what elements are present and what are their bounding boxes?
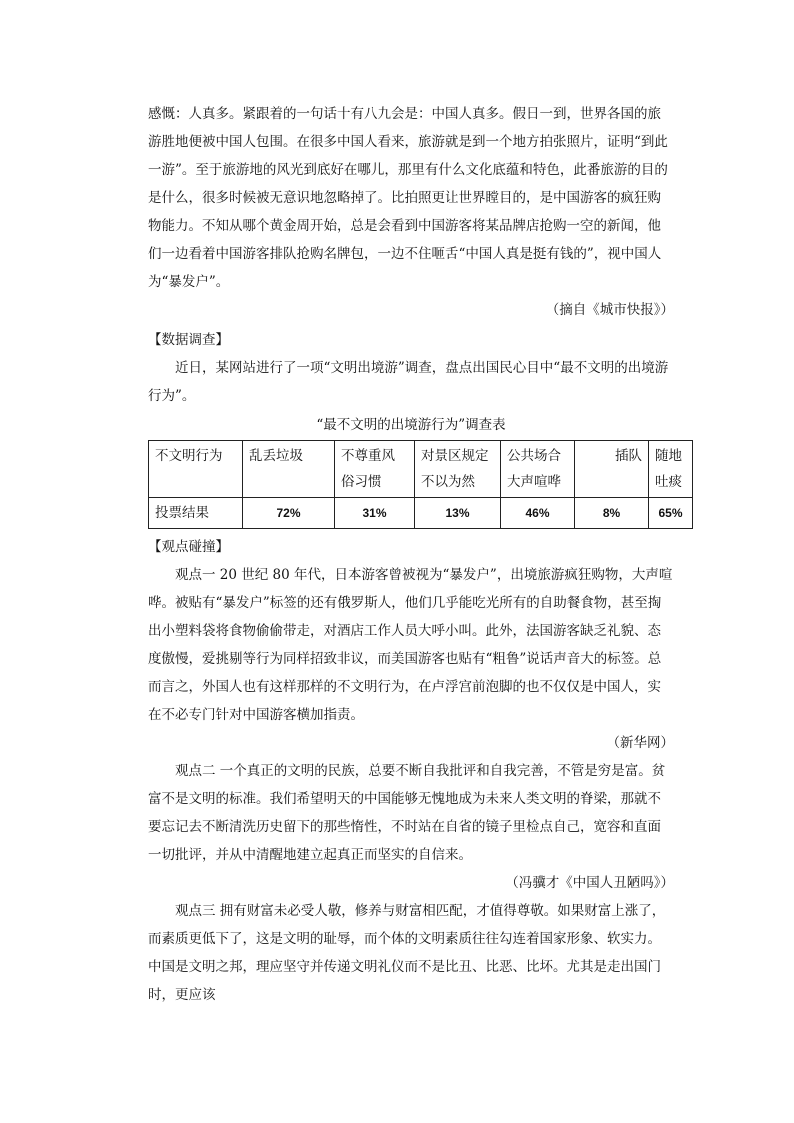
view-two-source: （冯骥才《中国人丑陋吗》） [505, 875, 674, 891]
behavior-cell: 随地吐痰 [649, 441, 693, 498]
survey-table [148, 440, 693, 529]
view-two-paragraph: 观点二 一个真正的文明的民族，总要不断自我批评和自我完善，不管是穷是富。贫富不是文明的标准。我们希望明天的中国能够无愧地成为未来人类文明的脊梁，那就不要忘记去不断清洗历史留下的那些惰性，不时站在自省的镜子里检点自己，宽容和直面一切批评，并从中清醒地建立起真正而坚实的自信来。 [148, 763, 666, 863]
view-one-source: （新华网） [606, 735, 674, 751]
table-result-label: 投票结果 [149, 498, 243, 529]
view-one-paragraph: 观点一 20 世纪 80 年代，日本游客曾被视为“暴发户”，出境旅游疯狂购物，大声喧哗。被贴有“暴发户”标签的还有俄罗斯人，他们几乎能吃光所有的自助餐食物，甚至掏出小塑料袋将食物偷偷带走，对酒店工作人员大呼小叫。此外，法国游客缺乏礼貌、态度傲慢，爱挑剔等行为同样招致非议，而美国游客也贴有“粗鲁”说话声音大的标签。总而言之，外国人也有这样那样的不文明行为，在卢浮宫前泡脚的也不仅仅是中国人，实在不必专门针对中国游客横加指责。 [148, 567, 673, 723]
table-row-results [149, 498, 693, 529]
survey-heading: 【数据调查】 [148, 332, 229, 348]
survey-text: 近日，某网站进行了一项“文明出境游”调查，盘点出国民心目中“最不文明的出境游行为”。 [148, 360, 669, 404]
result-cell: 65% [649, 498, 693, 529]
result-cell: 31% [335, 498, 415, 529]
result-cell: 8% [575, 498, 649, 529]
behavior-cell: 公共场合大声喧哗 [501, 441, 575, 498]
result-cell: 13% [415, 498, 501, 529]
intro-source: （摘自《城市快报》） [545, 302, 674, 318]
table-header-cell: 不文明行为 [149, 441, 243, 498]
behavior-cell: 对景区规定不以为然 [415, 441, 501, 498]
table-row-behaviors [149, 441, 693, 498]
behavior-cell: 乱丢垃圾 [243, 441, 335, 498]
intro-paragraph: 感慨：人真多。紧跟着的一句话十有八九会是：中国人真多。假日一到，世界各国的旅游胜地便被中国人包围。在很多中国人看来，旅游就是到一个地方拍张照片，证明“到此一游”。至于旅游地的风光到底好在哪儿，那里有什么文化底蕴和特色，此番旅游的目的是什么，很多时候被无意识地忽略掉了。比拍照更让世界瞠目的，是中国游客的疯狂购物能力。不知从哪个黄金周开始，总是会看到中国游客将某品牌店抢购一空的新闻，他们一边看着中国游客排队抢购名牌包，一边不住咂舌“中国人真是挺有钱的”，视中国人为“暴发户”。 [148, 106, 668, 290]
behavior-cell: 插队 [575, 441, 649, 498]
behavior-cell: 不尊重风俗习惯 [335, 441, 415, 498]
result-cell: 72% [243, 498, 335, 529]
views-heading: 【观点碰撞】 [148, 539, 229, 555]
document-body [148, 100, 683, 1009]
table-title: “最不文明的出境游行为”调查表 [316, 417, 506, 433]
result-cell: 46% [501, 498, 575, 529]
view-three-paragraph: 观点三 拥有财富未必受人敬，修养与财富相匹配，才值得尊敬。如果财富上涨了，而素质更低下了，这是文明的耻辱，而个体的文明素质往往勾连着国家形象、软实力。中国是文明之邦，理应坚守并传递文明礼仪而不是比丑、比恶、比坏。尤其是走出国门时，更应该 [148, 903, 666, 1003]
